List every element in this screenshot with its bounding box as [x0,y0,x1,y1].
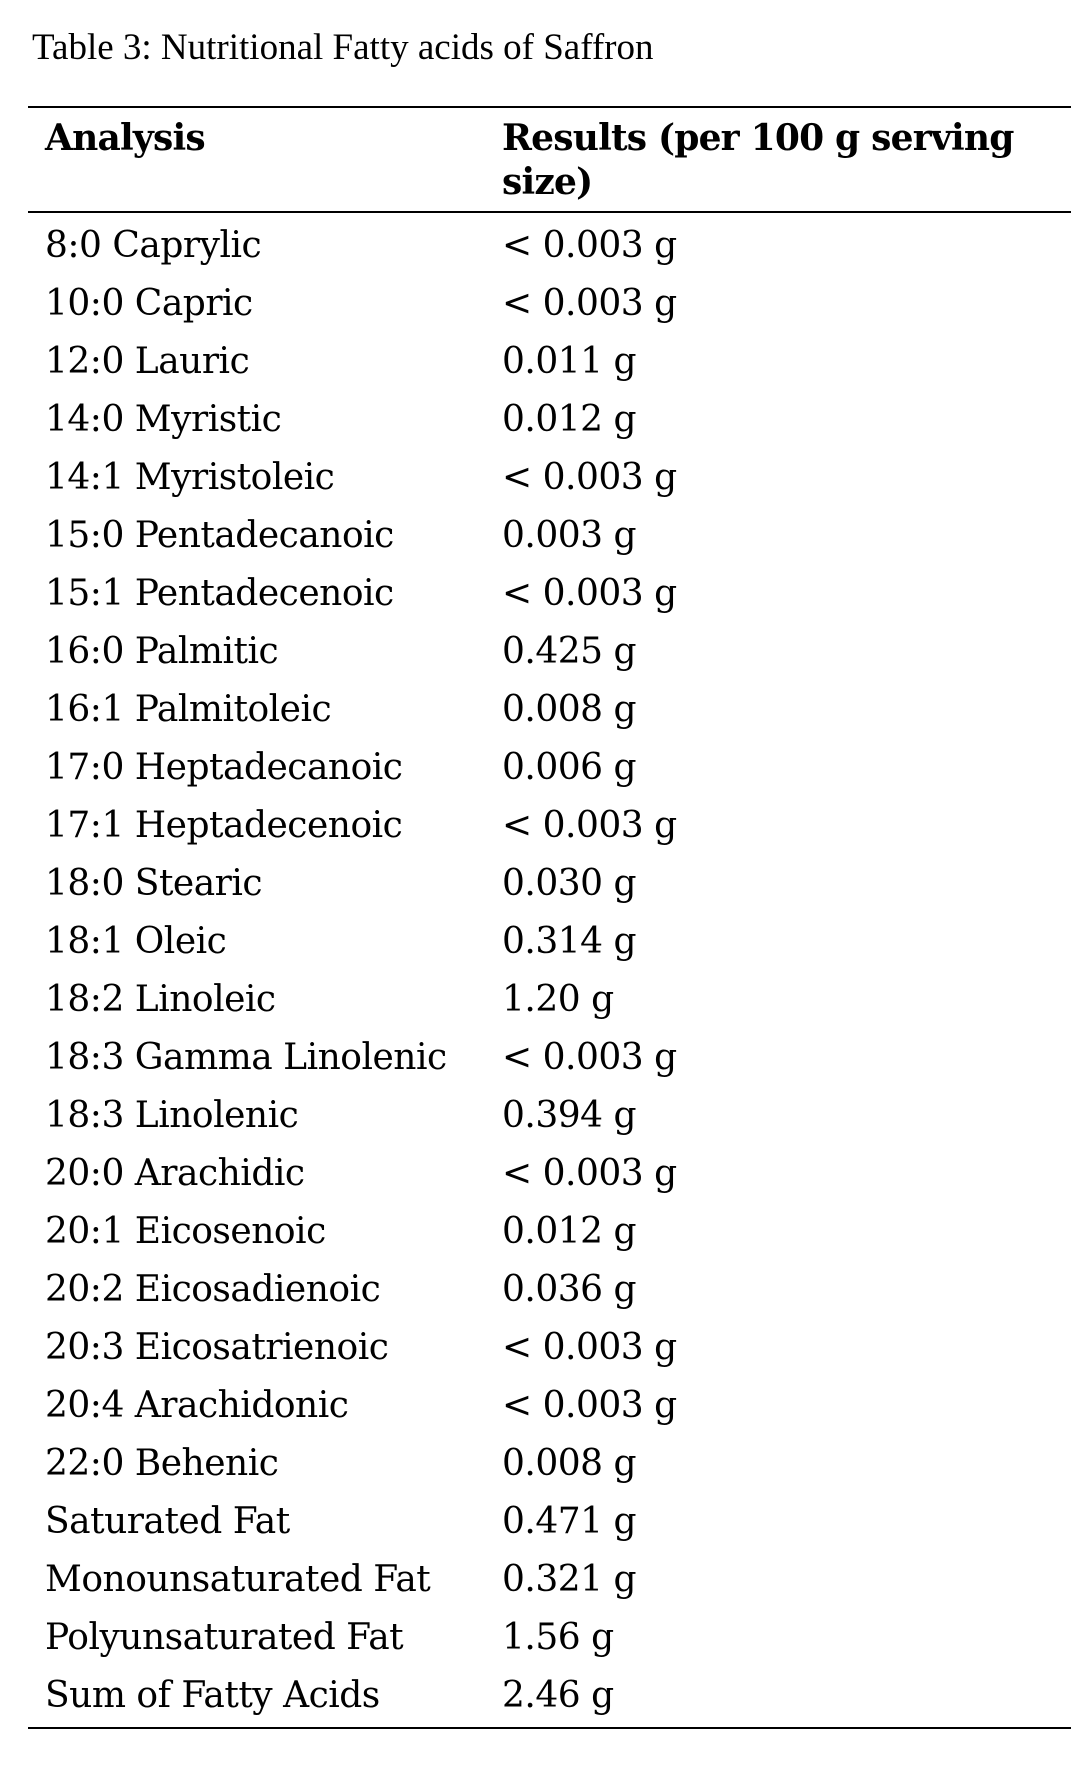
cell-result: 0.314 g [502,921,637,962]
table-caption: Table 3: Nutritional Fatty acids of Saffron [32,27,654,68]
cell-result: 0.011 g [502,341,637,382]
table-row [28,217,1071,275]
cell-analysis: Sum of Fatty Acids [45,1675,380,1716]
table-header-row [28,108,1071,213]
cell-result: < 0.003 g [502,1327,677,1368]
table-row [28,1145,1071,1203]
cell-result: < 0.003 g [502,805,677,846]
header-results: Results (per 100 g serving size) [502,117,1014,203]
table-row [28,797,1071,855]
table-row [28,1609,1071,1667]
cell-result: < 0.003 g [502,225,677,266]
cell-analysis: 18:0 Stearic [45,863,263,904]
header-analysis: Analysis [45,117,205,159]
cell-result: 0.321 g [502,1559,637,1600]
cell-result: 0.003 g [502,515,637,556]
cell-result: < 0.003 g [502,283,677,324]
cell-result: < 0.003 g [502,1385,677,1426]
cell-result: 0.425 g [502,631,637,672]
cell-result: 0.012 g [502,399,637,440]
cell-result: < 0.003 g [502,457,677,498]
cell-analysis: 18:3 Linolenic [45,1095,299,1136]
cell-result: 0.008 g [502,1443,637,1484]
cell-analysis: 14:1 Myristoleic [45,457,335,498]
cell-analysis: 20:1 Eicosenoic [45,1211,326,1252]
table-row [28,855,1071,913]
cell-analysis: 20:2 Eicosadienoic [45,1269,381,1310]
table-row [28,391,1071,449]
fatty-acids-table [28,106,1071,1729]
cell-analysis: 18:1 Oleic [45,921,227,962]
table-row [28,971,1071,1029]
table-row [28,333,1071,391]
cell-analysis: 20:4 Arachidonic [45,1385,349,1426]
cell-analysis: Saturated Fat [45,1501,290,1542]
cell-analysis: 15:1 Pentadecenoic [45,573,394,614]
table-body [28,213,1071,1727]
cell-result: < 0.003 g [502,573,677,614]
cell-result: 1.20 g [502,979,614,1020]
cell-result: < 0.003 g [502,1037,677,1078]
cell-analysis: 22:0 Behenic [45,1443,279,1484]
table-row [28,1493,1071,1551]
table-row [28,1087,1071,1145]
table-row [28,507,1071,565]
cell-result: 0.471 g [502,1501,637,1542]
table-row [28,1261,1071,1319]
cell-result: < 0.003 g [502,1153,677,1194]
cell-result: 0.012 g [502,1211,637,1252]
cell-analysis: 16:0 Palmitic [45,631,279,672]
table-row [28,1551,1071,1609]
table-row [28,623,1071,681]
cell-analysis: 10:0 Capric [45,283,253,324]
cell-result: 2.46 g [502,1675,614,1716]
table-row [28,275,1071,333]
table-row [28,449,1071,507]
cell-result: 1.56 g [502,1617,614,1658]
cell-analysis: Monounsaturated Fat [45,1559,431,1600]
cell-analysis: 15:0 Pentadecanoic [45,515,394,556]
cell-result: 0.394 g [502,1095,637,1136]
table-row [28,739,1071,797]
cell-analysis: 14:0 Myristic [45,399,282,440]
cell-result: 0.036 g [502,1269,637,1310]
cell-analysis: Polyunsaturated Fat [45,1617,404,1658]
cell-result: 0.008 g [502,689,637,730]
table-row [28,1319,1071,1377]
cell-analysis: 17:1 Heptadecenoic [45,805,403,846]
table-row [28,913,1071,971]
table-row [28,1377,1071,1435]
cell-analysis: 18:3 Gamma Linolenic [45,1037,447,1078]
table-row [28,1203,1071,1261]
table-row [28,1029,1071,1087]
cell-result: 0.030 g [502,863,637,904]
cell-analysis: 12:0 Lauric [45,341,250,382]
cell-analysis: 8:0 Caprylic [45,225,262,266]
cell-analysis: 20:0 Arachidic [45,1153,305,1194]
cell-result: 0.006 g [502,747,637,788]
cell-analysis: 16:1 Palmitoleic [45,689,332,730]
table-row [28,565,1071,623]
cell-analysis: 18:2 Linoleic [45,979,276,1020]
cell-analysis: 20:3 Eicosatrienoic [45,1327,389,1368]
table-row [28,1667,1071,1725]
table-row [28,681,1071,739]
table-row [28,1435,1071,1493]
cell-analysis: 17:0 Heptadecanoic [45,747,403,788]
